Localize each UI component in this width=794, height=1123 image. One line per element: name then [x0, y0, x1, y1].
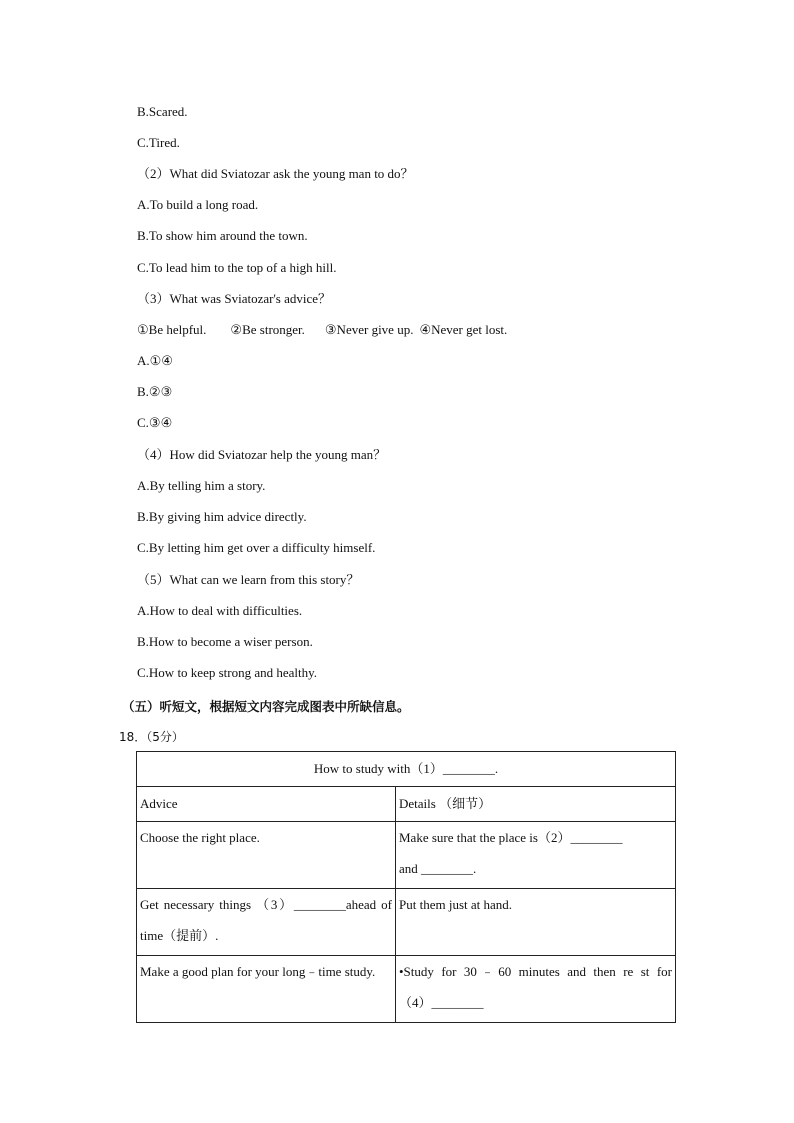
row2-details: Put them just at hand.	[396, 889, 676, 956]
q3-choice-1: ①Be helpful.	[137, 322, 207, 337]
row2-advice: Get necessary things （3）________ahead of time（提前）.	[137, 889, 396, 956]
q3-prompt: （3）What was Sviatozar's advice？	[137, 291, 332, 306]
q5-option-a: A.How to deal with difficulties.	[137, 603, 303, 618]
row1-details: Make sure that the place is（2）________ and ________.	[396, 822, 676, 889]
q4-option-b: B.By giving him advice directly.	[137, 509, 307, 524]
table-row	[137, 822, 676, 889]
q3-choice-4: ④Never get lost.	[419, 322, 508, 337]
table-title: How to study with（1）________.	[137, 752, 676, 787]
q1-option-b: B.Scared.	[137, 104, 188, 119]
question-number: 18．（5分）	[119, 730, 184, 744]
q2-option-b: B.To show him around the town.	[137, 228, 308, 243]
table-title-row	[137, 752, 676, 787]
q5-option-c: C.How to keep strong and healthy.	[137, 665, 318, 680]
q3-option-c: C.③④	[137, 415, 173, 430]
q4-option-c: C.By letting him get over a difficulty himself.	[137, 540, 376, 555]
q2-option-a: A.To build a long road.	[137, 197, 259, 212]
info-table	[136, 751, 676, 1023]
q4-prompt: （4）How did Sviatozar help the young man？	[137, 447, 387, 462]
q3-choices	[137, 322, 507, 338]
table-row	[137, 889, 676, 956]
row3-details: •Study for 30﹣60 minutes and then re st for （4）________	[396, 956, 676, 1023]
q4-option-a: A.By telling him a story.	[137, 478, 266, 493]
q3-option-a: A.①④	[137, 353, 173, 368]
table-row	[137, 956, 676, 1023]
row3-advice: Make a good plan for your long﹣time study.	[137, 956, 396, 1023]
q2-option-c: C.To lead him to the top of a high hill.	[137, 260, 337, 275]
q3-choice-2: ②Be stronger.	[230, 322, 305, 337]
q1-option-c: C.Tired.	[137, 135, 180, 150]
q3-choice-3: ③Never give up.	[324, 322, 414, 337]
q3-option-b: B.②③	[137, 384, 173, 399]
table-header-row	[137, 787, 676, 822]
header-advice: Advice	[137, 787, 396, 822]
q5-prompt: （5）What can we learn from this story？	[137, 572, 360, 587]
row1-advice: Choose the right place.	[137, 822, 396, 889]
header-details: Details （细节）	[396, 787, 676, 822]
section-title: （五）听短文，根据短文内容完成图表中所缺信息。	[122, 699, 410, 714]
q5-option-b: B.How to become a wiser person.	[137, 634, 313, 649]
q2-prompt: （2）What did Sviatozar ask the young man to do？	[137, 166, 414, 181]
